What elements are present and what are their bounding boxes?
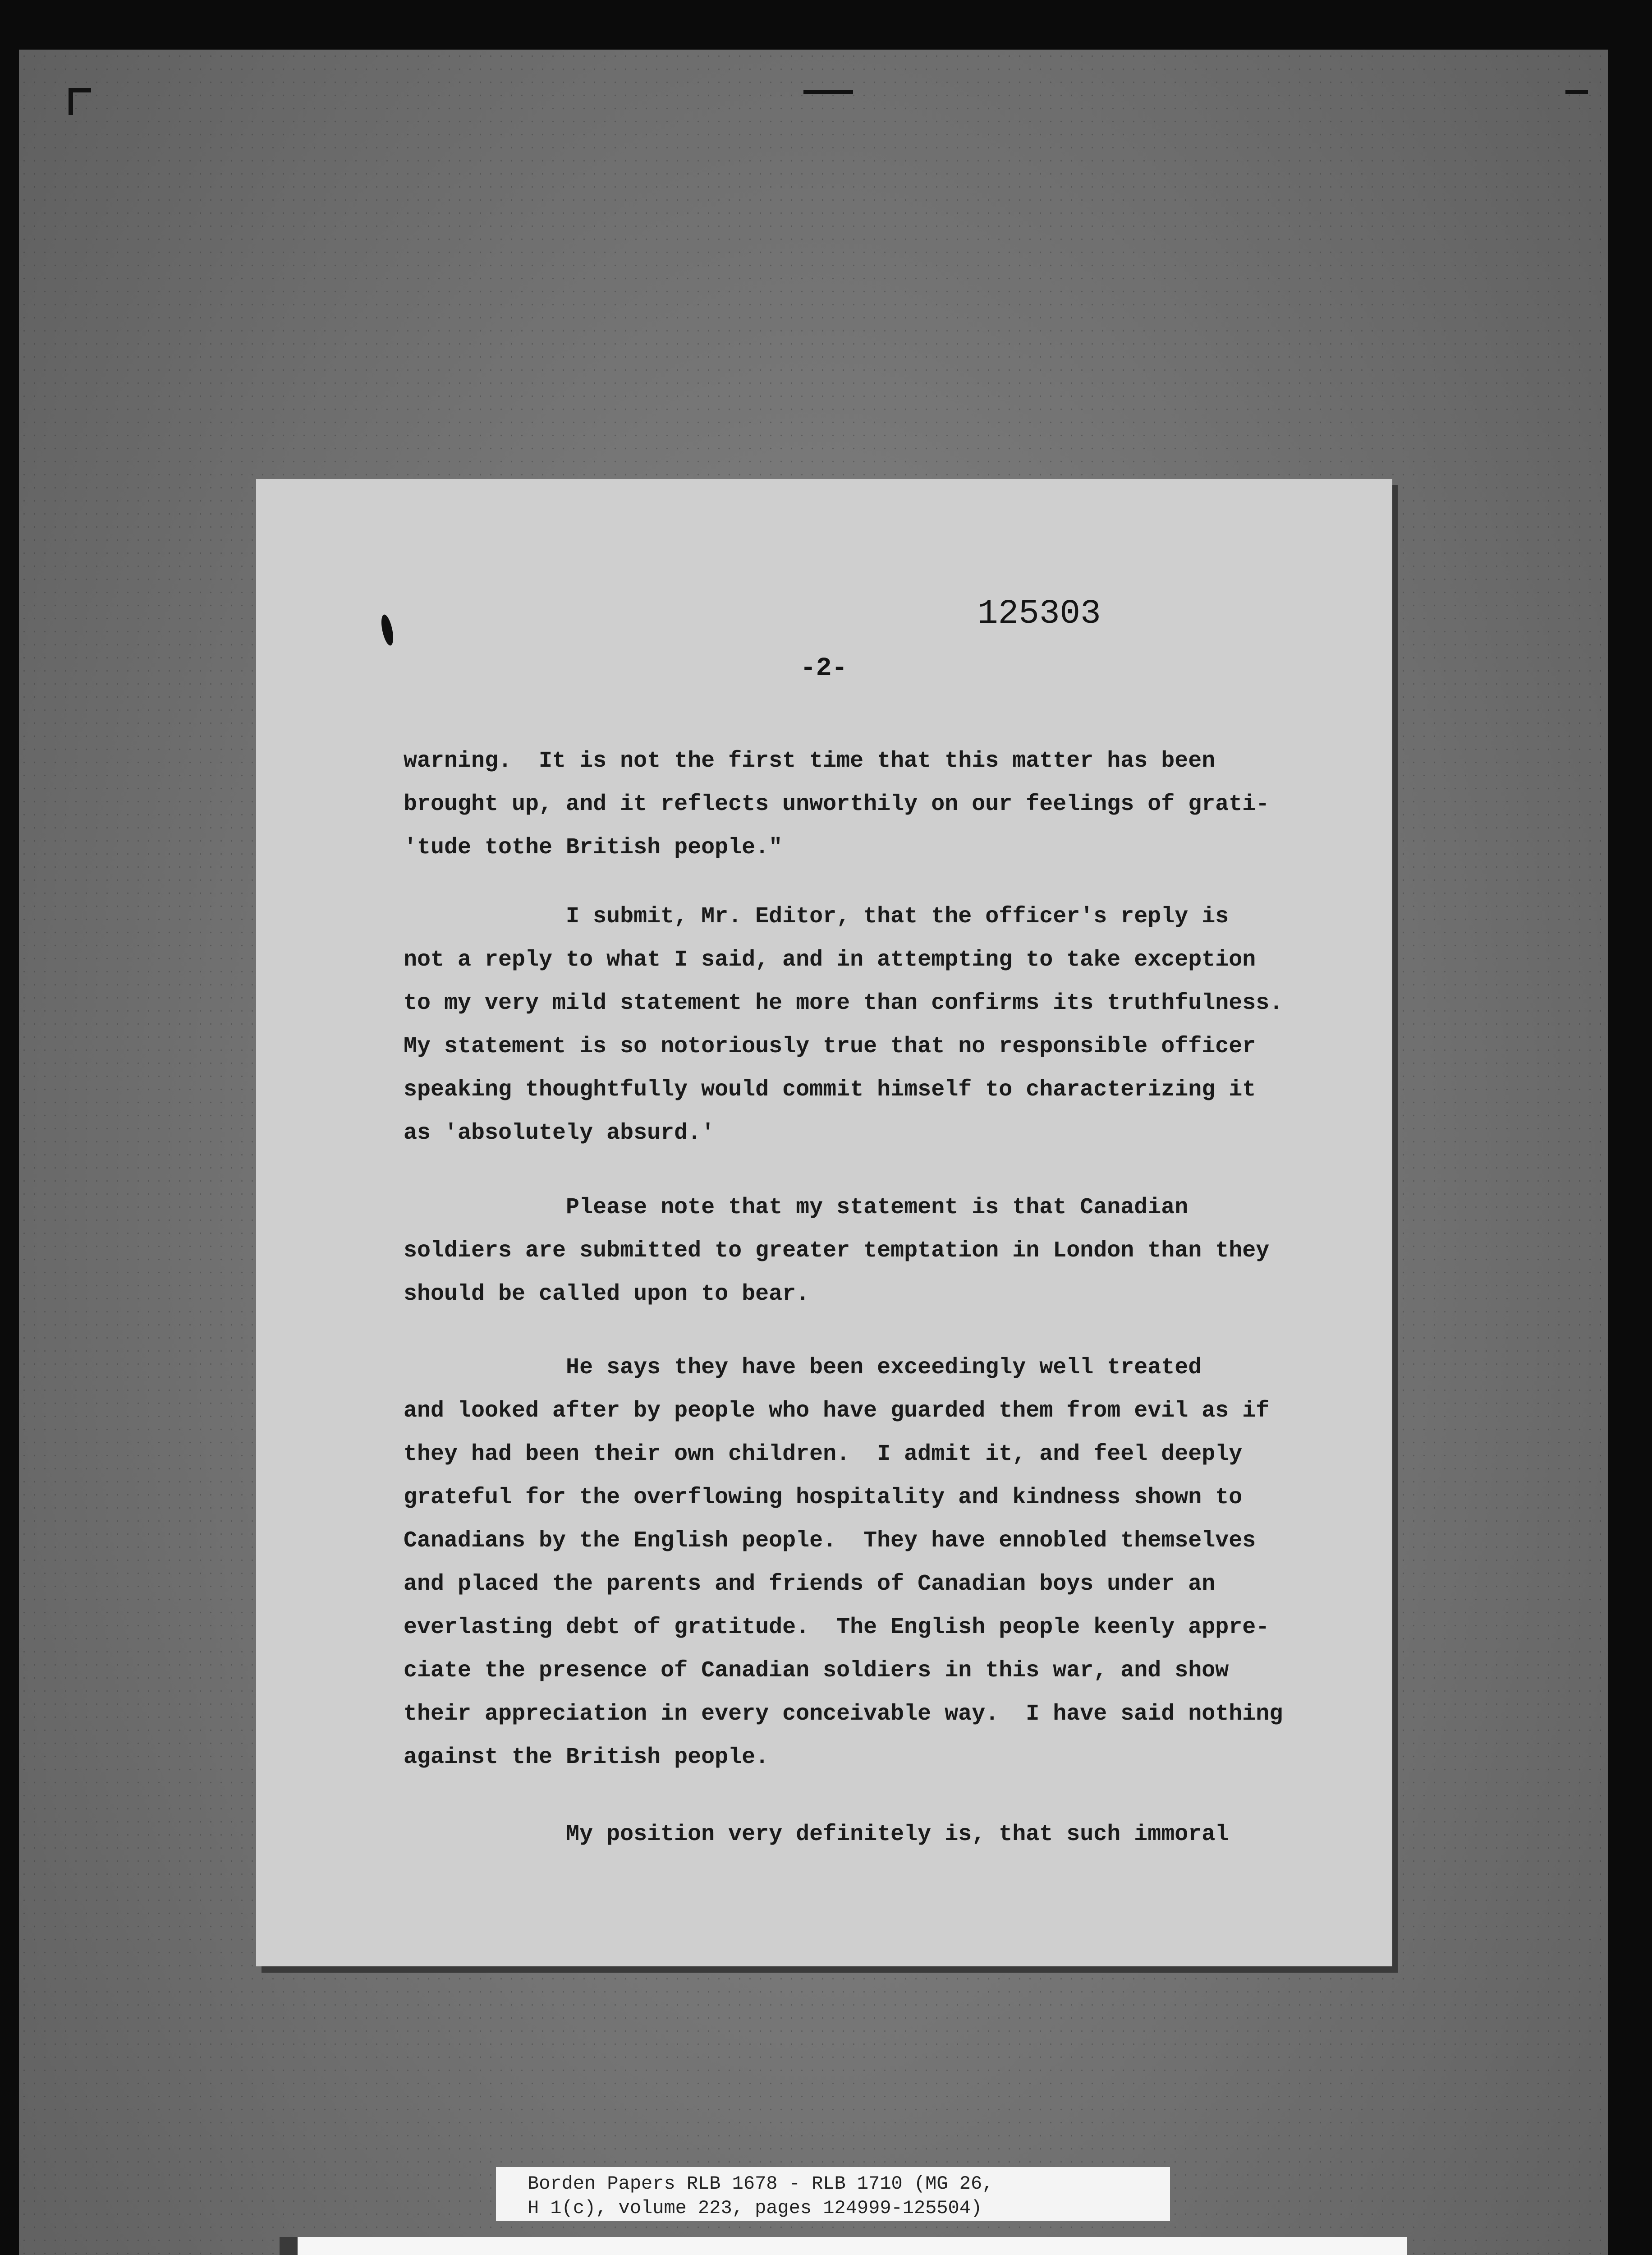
corner-mark-top-right [1565, 90, 1588, 94]
center-mark-top [803, 90, 853, 94]
paragraph-2: I submit, Mr. Editor, that the officer's reply is not a reply to what I said, and in attempting to take exception to my very mild statement he more than confirms its truthfulness. My statement is so notoriously true that no responsible officer speaking thoughtfully would commit himself to characterizing it as 'absolutely absurd.' [404, 904, 1283, 1146]
archives-board [280, 2237, 1407, 2255]
paragraph-5: My position very definitely is, that such immoral [404, 1822, 1229, 1847]
paragraph-1: warning. It is not the first time that this matter has been brought up, and it reflects unworthily on our feelings of grati- 'tude tothe British people." [404, 748, 1270, 861]
corner-mark-top-left-h [69, 88, 91, 92]
reference-label: Borden Papers RLB 1678 - RLB 1710 (MG 26, H 1(c), volume 223, pages 124999-125504) [496, 2167, 1170, 2221]
page-number: -2- [800, 654, 848, 683]
paragraph-3: Please note that my statement is that Canadian soldiers are submitted to greater temptation in London than they should be called upon to bear. [404, 1195, 1270, 1307]
paragraph-4: He says they have been exceedingly well treated and looked after by people who have guarded them from evil as if they had been their own children. I admit it, and feel deeply grateful for the overflowing hospitality and kindness shown to Canadians by the English people. They have ennobled themselves and placed the parents and friends of Canadian boys under an everlasting debt of gratitude. The English people keenly appre- ciate the presence of Canadian soldiers in this war, and show their appreciation in every conceivable way. I have said nothing against the British people. [404, 1355, 1283, 1770]
document-stamp-number: 125303 [977, 594, 1101, 633]
